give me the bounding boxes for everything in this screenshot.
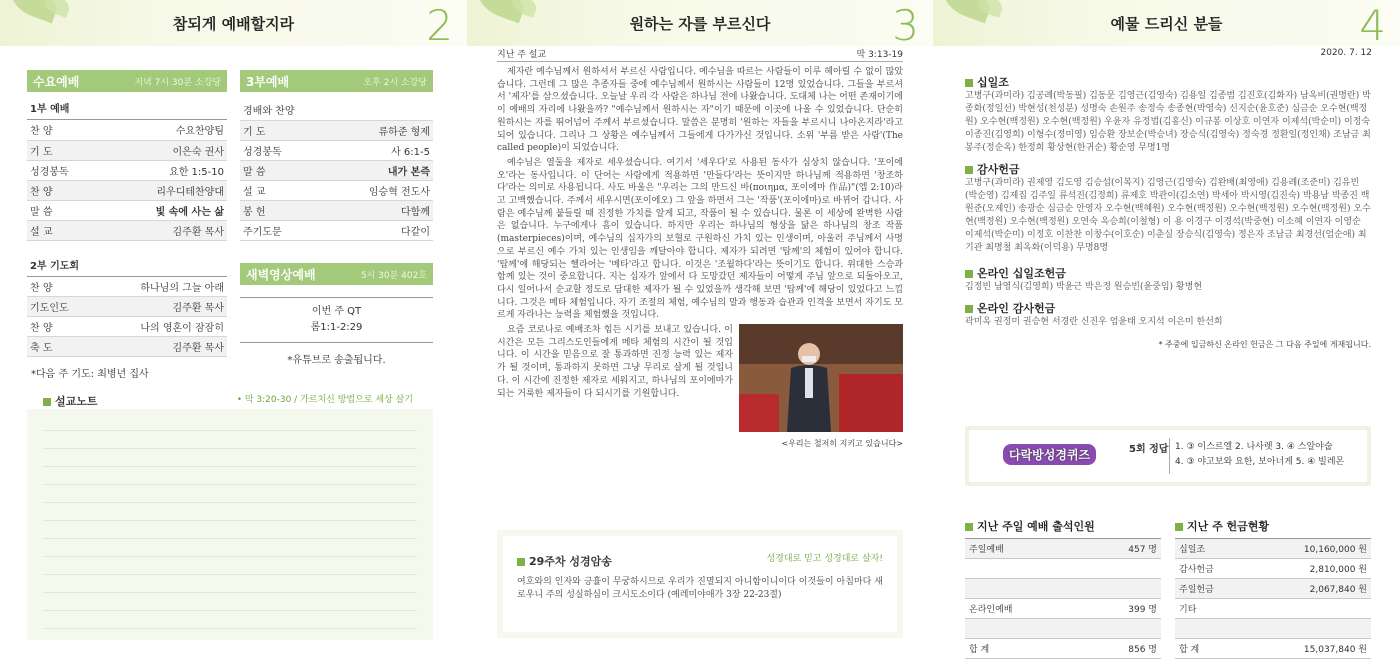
quiz-answers [1175,440,1344,470]
square-bullet-icon [965,79,973,87]
qt-label: 이번 주 QT [311,305,362,317]
qt-reference: 롬1:1-2:29 [310,321,363,333]
cell: 김주환 목사 [93,337,227,357]
section-title: 수요예배 [33,75,80,89]
cell: 856 명 [1079,639,1161,659]
section-time: 오후 2시 소강당 [363,78,427,88]
offering-date: 2020. 7. 12 [1320,48,1372,58]
cell [1079,559,1161,579]
name-list: 고병구(과미라) 김공례(박동필) 김동문 김영근(김영숙) 김용일 김종범 김진호(김화자) 남옥비(권명란) 박종화(정일선) 박현성(천성분) 성명숙 손원주 송정숙 송종현(박영숙) 신지순(윤호준) 심금순 오수현(백정원) 오수현(백정원) 오수현(백정원) 우윤자 유정법(김홍신) 이규봉 이상호 이연자 이제석(박순미) 이정숙 이종진(김영희) 이형수(정미영) 임승환 장보순(박승녀) 장승식(김영숙) 정숙경 정환일(정인채) 조남금 최봉주(정순옥) 한정희 황상현(한귀순) 황순영 무명1명 [965,91,1371,153]
service-order-table [240,100,433,241]
sermon-header [497,47,903,62]
photo-caption: <우리는 철저히 지키고 있습니다> [781,439,903,449]
table-row [27,140,227,160]
cell: 설 교 [27,220,102,240]
youtube-note: *유튜브로 송출됩니다. [287,354,386,366]
cell: 기타 [1175,599,1249,619]
cell: 김주환 목사 [93,297,227,317]
square-bullet-icon [43,398,51,406]
table-row [965,559,1161,579]
square-bullet-icon [965,305,973,313]
memory-header [517,550,883,568]
group-title: 십일조 [977,76,1009,89]
notes-subtitle: • 막 3:20-30 / 가르치신 방법으로 세상 살기 [236,395,413,405]
wednesday-service [27,70,227,388]
memory-verse-text: 여호와의 인자와 긍휼이 무궁하시므로 우리가 진멸되지 아니함이니이다 이것들이 아침마다 새로우니 주의 성실하심이 크시도소이다 (예레미야애가 3장 22-23절) [517,577,883,600]
service-order-table [27,120,227,241]
group-title: 온라인 십일조헌금 [977,267,1066,280]
quiz-answer-line: 1. ③ 이스르엘 2. 나사렛 3. ④ 스알야숩 [1175,442,1333,452]
cell: 주일예배 [965,539,1079,559]
note-line [43,593,417,611]
attendance-title: 지난 주일 예배 출석인원 [977,520,1095,533]
note-line [43,557,417,575]
note-lines [27,409,433,633]
cell: 399 명 [1079,599,1161,619]
cell: 기도인도 [27,297,93,317]
group-heading [965,300,1371,316]
table-row [240,220,433,240]
third-service [240,70,433,374]
note-line [43,431,417,449]
cell [1175,619,1249,639]
group-title: 2부 기도회 [27,257,227,277]
note-line [43,521,417,539]
cell [1079,579,1161,599]
divider [1169,438,1170,474]
table-row [1175,559,1371,579]
sermon-label: 지난 주 설교 [497,50,547,60]
table-row [27,277,227,297]
cell: 수요찬양팀 [102,120,227,140]
cell: 합 계 [1175,639,1249,659]
cell: 나의 영혼이 잠잠히 [93,317,227,337]
group-heading [1175,518,1371,534]
group-heading [965,74,1371,90]
attendance-table [965,538,1161,659]
cell: 사 6:1-5 [329,140,433,160]
prayer-order-table [27,277,227,358]
memory-verse-box [497,530,903,638]
page-header [0,0,467,46]
memory-title-text: 29주차 성경암송 [529,555,612,568]
square-bullet-icon [1175,523,1183,531]
cell: 설 교 [240,180,329,200]
table-row [27,120,227,140]
page-header [467,0,933,46]
name-list: 김정빈 남영식(김영희) 박윤근 박은정 원승빈(윤중임) 황병현 [965,282,1203,292]
page-title: 예물 드리신 분들 [1110,15,1223,33]
sermon-reference: 막 3:13-19 [856,50,903,60]
cell [965,579,1079,599]
cell [1249,619,1371,639]
table-row [965,539,1161,559]
sermon-paragraph: 예수님은 열둘을 제자로 세우셨습니다. 여기서 '세우다'로 사용된 동사가 심상치 않습니다. '포이에오'라는 동사입니다. 이 단어는 사람에게 적용하면 '만들다'라는 뜻이지만 하나님께 적용하면 '창조하다'라는 의미로 사용됩니다. 사도 바울은 "우리는 그의 만드신 바(ποιημα, 포이에마 作品)"(엡 2:10)라고 고백했습니다. 주께서 세우시면(포이에오) 그 앞을 하면서 그는 '작품'(포이에마)로 바뀌어 갑니다. 사람은 예수님께 붙들릴 때 진정한 가치를 알게 되고, 작품이 될 수 있습니다. 물론 이 세상에 완벽한 사람은 없습니다. 누구에게나 흠이 있습니다. 하지만 우리는 하나님의 형상을 닮은 하나님의 창조 작품(masterpieces)이며, 예수님의 십자가의 보혈로 구원하신 가치 있는 인생이며, 아울러 주님께서 사명으로 부르신 예수 가치 있는 인생임을 깨달아야 합니다. 제자가 되려면 '탑께'의 체험이 있어야 합니다. '탑께'에 해당되는 헬라어는 '메타'라고 합니다. 이것은 '조월하다'라는 뜻이기도 합니다. 위대한 스승과 함께 있는 것이 중요합니다. 지는 십자가 앞에서 다 도망갔던 제자들이 어떻게 주님 앞으로 되돌아오고, 다시 일어나서 순교할 정도로 담대한 제자가 될 수 있었을까 생각해 보면 '탑께'에 해당이 있었다고 느낍니다. 그것은 메타 체험입니다. 자기 조절의 체험, 예수님의 말과 행동과 습관과 인격을 보면서 자기도 모르게 자라나는 능력을 체험했을 것입니다. [497,157,903,321]
table-row [27,220,227,240]
table-row [1175,619,1371,639]
cell: 김주환 목사 [102,220,227,240]
note-line [43,413,417,431]
group-heading [965,518,1161,534]
table-row [240,180,433,200]
cell: 2,067,840 원 [1249,579,1371,599]
square-bullet-icon [965,166,973,174]
group-heading [965,265,1371,281]
cell: 기 도 [27,140,102,160]
group-title: 1부 예배 [27,100,227,120]
section-bar [27,70,227,92]
offering-lists [965,68,1371,378]
memory-slogan: 성경대로 믿고 성경대로 살자! [766,554,883,564]
cell: 주일헌금 [1175,579,1249,599]
sermon-paragraph: 요즘 코로나로 예배조차 힘든 시기를 보내고 있습니다. 이 시간은 모든 그리스도인들에게 메타 체험의 시간이 될 것입니다. 이 시간을 믿음으로 잘 통과하면 진정 능력 있는 제자가 될 것이며, 통과하지 못하면 그냥 무리로 살게 될 것입니다. 이 시간에 진정한 제자로 세워지고, 하나님의 포이에마가 되는 거룩한 제자들이 다 되시기를 기원합니다. [497,325,733,399]
note-line [43,485,417,503]
table-row [240,140,433,160]
cell: 십일조 [1175,539,1249,559]
table-row [240,120,433,140]
page-number: 2 [426,1,453,46]
cell: 찬 양 [27,317,93,337]
name-list: 곽미옥 권정미 권승현 서경란 신진우 엄윤태 오지석 이은미 한선희 [965,317,1223,327]
table-row [1175,579,1371,599]
cell: 축 도 [27,337,93,357]
section-title: 3부예배 [246,75,290,89]
cell: 합 계 [965,639,1079,659]
cell: 성경봉독 [240,140,329,160]
cell: 다같이 [329,220,433,240]
cell: 2,810,000 원 [1249,559,1371,579]
square-bullet-icon [517,558,525,566]
table-row [240,160,433,180]
table-row [965,619,1161,639]
note-line [43,449,417,467]
cell: 주기도문 [240,220,329,240]
note-line [43,467,417,485]
sermon-notes [27,389,433,640]
section-bar [240,263,433,285]
cell: 봉 헌 [240,200,329,220]
cell: 찬 양 [27,180,102,200]
cell: 류하준 형제 [329,120,433,140]
quiz-logo: 다락방성경퀴즈 [1003,444,1096,465]
cell: 내가 본즉 [329,160,433,180]
section-title: 새벽영상예배 [246,267,316,282]
memory-verse-inner [503,536,897,632]
page-3 [467,0,933,660]
page-header [933,0,1400,46]
table-row [27,297,227,317]
sermon-body [497,66,903,510]
cell: 15,037,840 원 [1249,639,1371,659]
note-line [43,611,417,629]
page-title: 참되게 예배할지라 [172,15,295,33]
page-title: 원하는 자를 부르신다 [629,15,771,33]
cell: 10,160,000 원 [1249,539,1371,559]
notes-title-text: 설교노트 [55,395,98,408]
quiz-inner [969,430,1367,482]
table-row [965,599,1161,619]
cell: 온라인예배 [965,599,1079,619]
cell: 말 씀 [27,200,102,220]
cell: 말 씀 [240,160,329,180]
pastor-photo [739,324,903,432]
cell: 빛 속에 사는 삶 [102,200,227,220]
group-title: 온라인 감사헌금 [977,302,1056,315]
quiz-answer-line: 4. ③ 야고보와 요한, 보아너게 5. ④ 빌레몬 [1175,457,1345,467]
section-bar [240,70,433,92]
cell [965,559,1079,579]
page-2 [0,0,467,660]
table-row [27,317,227,337]
cell [329,100,433,120]
table-row [1175,539,1371,559]
cell: 457 명 [1079,539,1161,559]
cell: 성경봉독 [27,160,102,180]
table-row [1175,639,1371,659]
quiz-box [965,426,1371,486]
qt-box [240,297,433,343]
cell: 찬 양 [27,120,102,140]
attendance-section [965,512,1161,659]
page-number: 3 [892,1,919,46]
group-title: 감사헌금 [977,163,1020,176]
cell [1249,599,1371,619]
table-row [240,100,433,120]
note-line [43,503,417,521]
square-bullet-icon [965,523,973,531]
note-line [43,539,417,557]
cell: 하나님의 그늘 아래 [93,277,227,297]
cell: 다함께 [329,200,433,220]
table-row [965,639,1161,659]
memory-title [517,555,612,568]
cell: 리우디테찬양대 [102,180,227,200]
name-list: 고병구(과미라) 권제영 김도영 김승섭(이복지) 김영근(김영숙) 김완배(최영애) 김용례(조준미) 김유빈(박순영) 김제집 김주일 류석진(김정희) 류제호 박관이(김소연) 박세아 박시영(김진숙) 박용남 박종진 백원준(오제인) 송광순 심금순 안영자 오수현(백혜원) 오수현(백정원) 오수현(백정원) 오수현(백정원) 오수현(백정원) 오수현(백정원) 오연숙 옥승희(이철형) 이 용 이경구 이경석(박중현) 이소혜 이연자 이영순 이제석(박순미) 이정호 이찬찬 이창수(이호순) 이춘실 장승식(김영숙) 정은자 조남금 최경선(엄순애) 최기관 최명철 최옥화(이덕용) 무명8명 [965,178,1371,253]
next-prayer-note: *다음 주 기도: 최병년 집사 [31,369,149,380]
photo-block [739,324,903,449]
page-number: 4 [1359,1,1386,46]
sermon-paragraph: 제자란 예수님께서 원하셔서 부르신 사람입니다. 예수님을 따르는 사람들이 이루 헤아릴 수 없이 많았습니다. 그런데 그 많은 추종자들 중에 예수님께서 원하시는 사람들이 12명 있었습니다. 그들을 부르셔서 '제자'를 삼으셨습니다. 오늘날 우리 각 사람은 하나님 전에 나왔습니다. 도대체 나는 어떤 존재이기에 이 예배의 자리에 나왔을까? "예수님께서 원하시는 자"이기 때문에 이곳에 나올 수 있었습니다. 단순히 원하시는 자를 뛰어넘어 주께서 부르셨습니다. 말씀은 분명히 '원하는 자들을 부르시니 나아온지라'라고 되어 있습니다. 그리나 그 상황은 예수님께서 그들에게 다가가신 것입니다. 소위 '부름 받은 사람'(The called people)이 되었습니다. [497,67,903,154]
cell [965,619,1079,639]
table-row [27,180,227,200]
cell: 이은숙 권사 [102,140,227,160]
group-heading [965,161,1371,177]
cell: 요한 1:5-10 [102,160,227,180]
notes-header [27,389,433,409]
cell: 기 도 [240,120,329,140]
section-time: 저녁 7시 30분 소강당 [134,78,221,88]
cell: 찬 양 [27,277,93,297]
square-bullet-icon [965,270,973,278]
cell: 임승혁 전도사 [329,180,433,200]
table-row [1175,599,1371,619]
offering-table [1175,538,1371,659]
notes-title [43,393,98,409]
cell: 감사헌금 [1175,559,1249,579]
table-row [27,200,227,220]
table-row [27,337,227,357]
table-row [27,160,227,180]
offering-section [1175,512,1371,659]
note-line [43,575,417,593]
offering-title: 지난 주 헌금현황 [1187,520,1270,533]
quiz-label: 5회 정답 [1129,444,1169,455]
table-row [240,200,433,220]
cell: 경배와 찬양 [240,100,329,120]
cell [1079,619,1161,639]
section-time: 5시 30분 402호 [360,270,427,281]
online-note: * 주중에 입금하신 온라인 헌금은 그 다음 주일에 게재됩니다. [1158,340,1371,349]
page-4 [933,0,1400,660]
table-row [965,579,1161,599]
